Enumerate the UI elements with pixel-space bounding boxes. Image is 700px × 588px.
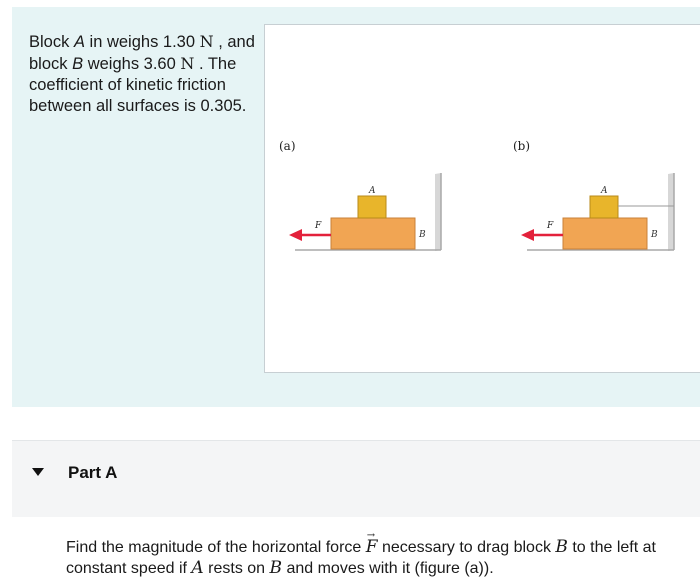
figure-label-b: (b): [513, 139, 531, 153]
var-b: B: [269, 558, 283, 578]
problem-statement: Block A in weighs 1.30 N , and block B weighs 3.60 N . The coefficient of kinetic friction between all surfaces is 0.305.: [29, 32, 255, 115]
unit-newton: N: [199, 32, 214, 51]
question-text: Find the magnitude of the horizontal force → F necessary to drag block B to the left at constant speed if A rests on B and moves with it (figure (a)).: [66, 537, 696, 579]
var-a: A: [73, 33, 85, 51]
block-label-b: B: [419, 230, 426, 240]
wall-shade: [435, 173, 441, 251]
block-label-a: A: [369, 186, 376, 196]
block-label-a: A: [601, 186, 608, 196]
block-a-a: [358, 196, 386, 218]
wall-shade: [668, 173, 674, 251]
block-label-b: B: [651, 230, 658, 240]
part-title[interactable]: Part A: [68, 463, 118, 482]
force-label: F: [547, 221, 554, 231]
caret-down-icon[interactable]: [32, 468, 44, 476]
problem-figure: [264, 24, 700, 373]
force-label: F: [315, 221, 322, 231]
unit-newton: N: [180, 54, 195, 73]
block-a-b: [590, 196, 618, 218]
block-b-b: [563, 218, 647, 249]
var-b: B: [555, 537, 568, 557]
problem-panel: [12, 7, 700, 407]
force-arrow-head-b: [521, 229, 534, 241]
figure-drawing: [265, 25, 700, 372]
var-a: A: [191, 558, 204, 578]
force-arrow-head-a: [289, 229, 302, 241]
block-b-a: [331, 218, 415, 249]
var-b: B: [72, 55, 84, 73]
figure-label-a: (a): [279, 139, 296, 153]
force-symbol: → F: [366, 537, 378, 558]
part-a-header[interactable]: [12, 441, 700, 517]
